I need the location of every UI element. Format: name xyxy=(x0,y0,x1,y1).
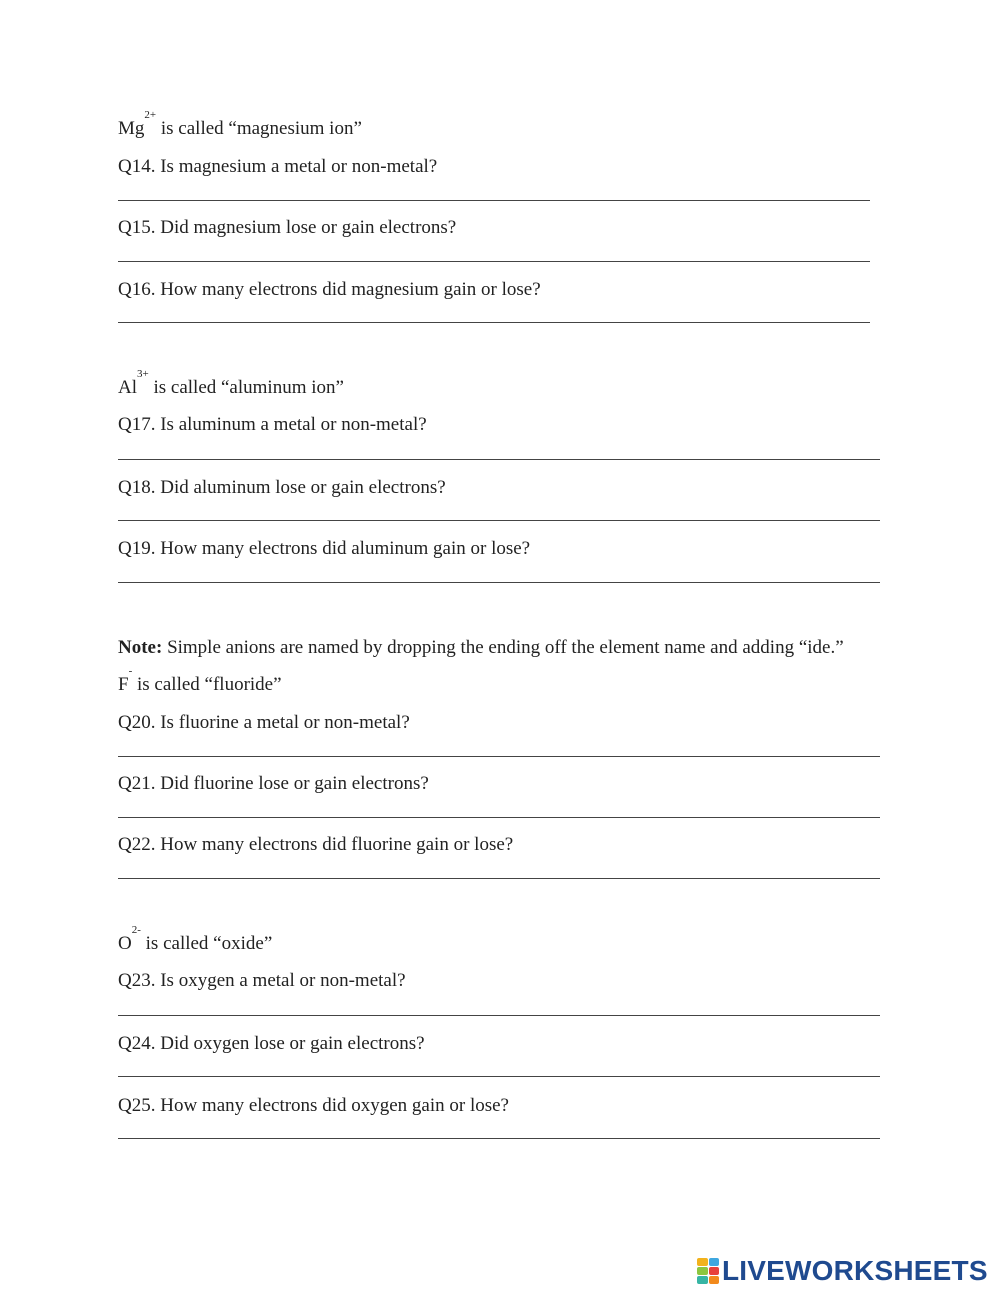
question-q19: Q19. How many electrons did aluminum gain or lose? xyxy=(118,538,531,559)
question-q22: Q22. How many electrons did fluorine gain or lose? xyxy=(118,834,514,855)
note-label: Note: xyxy=(118,637,163,658)
answer-line-q16[interactable] xyxy=(118,322,870,323)
question-q20: Q20. Is fluorine a metal or non-metal? xyxy=(118,712,410,733)
question-q14: Q14. Is magnesium a metal or non-metal? xyxy=(118,156,438,177)
ion-heading-fluoride: F- is called “fluoride” xyxy=(118,665,282,695)
logo-text: LIVEWORKSHEETS xyxy=(722,1255,988,1286)
answer-line-q24[interactable] xyxy=(118,1076,880,1077)
answer-line-q15[interactable] xyxy=(118,261,870,262)
ion-heading-oxide: $O^{2-}$ is called “oxide” xyxy=(118,924,273,954)
ion-heading-aluminum: $Al^{3+}$ is called “aluminum ion” xyxy=(118,368,344,398)
answer-line-q18[interactable] xyxy=(118,520,880,521)
answer-line-q23[interactable] xyxy=(118,1015,880,1016)
question-q24: Q24. Did oxygen lose or gain electrons? xyxy=(118,1033,425,1054)
question-q17: Q17. Is aluminum a metal or non-metal? xyxy=(118,414,427,435)
logo-cell xyxy=(709,1267,720,1275)
answer-line-q19[interactable] xyxy=(118,582,880,583)
answer-line-q17[interactable] xyxy=(118,459,880,460)
question-q21: Q21. Did fluorine lose or gain electrons? xyxy=(118,773,429,794)
question-q23: Q23. Is oxygen a metal or non-metal? xyxy=(118,970,406,991)
logo-grid-icon xyxy=(697,1258,719,1284)
answer-line-q21[interactable] xyxy=(118,817,880,818)
question-q18: Q18. Did aluminum lose or gain electrons? xyxy=(118,477,446,498)
question-q16: Q16. How many electrons did magnesium gain or lose? xyxy=(118,279,541,300)
answer-line-q20[interactable] xyxy=(118,756,880,757)
logo-cell xyxy=(697,1258,708,1266)
logo-cell xyxy=(709,1258,720,1266)
liveworksheets-logo xyxy=(697,1256,988,1286)
ion-heading-magnesium: $Mg^{2+}$ is called “magnesium ion” xyxy=(118,109,362,139)
answer-line-q22[interactable] xyxy=(118,878,880,879)
question-q25: Q25. How many electrons did oxygen gain or lose? xyxy=(118,1095,509,1116)
question-q15: Q15. Did magnesium lose or gain electrons? xyxy=(118,217,457,238)
logo-cell xyxy=(709,1276,720,1284)
answer-line-q25[interactable] xyxy=(118,1138,880,1139)
answer-line-q14[interactable] xyxy=(118,200,870,201)
note-paragraph: Note: Simple anions are named by dropping the ending off the element name and adding “ide.” xyxy=(118,637,844,658)
logo-cell xyxy=(697,1276,708,1284)
logo-cell xyxy=(697,1267,708,1275)
